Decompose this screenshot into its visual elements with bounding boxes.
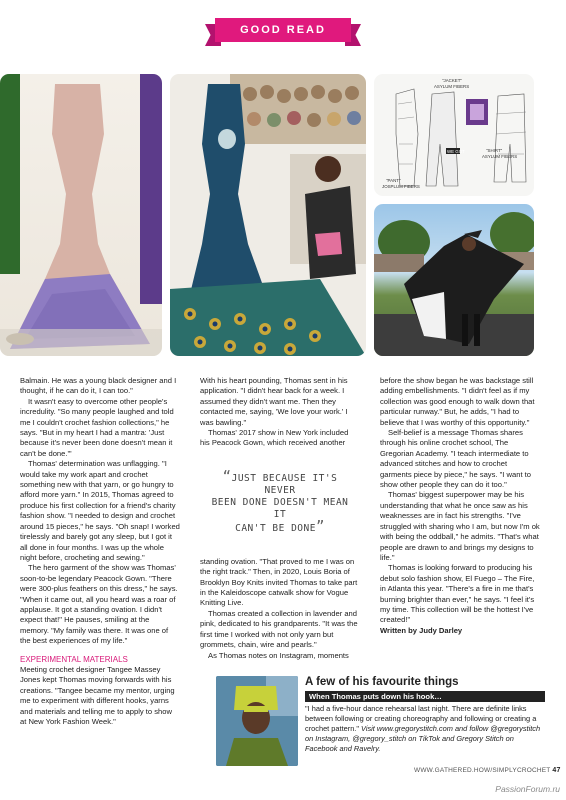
pull-quote-line-2: BEEN DONE DOESN'T MEAN IT [211, 496, 349, 520]
sketch-label-shirt: "SHIRT" [486, 148, 503, 153]
article-column-2 [200, 376, 360, 661]
watermark: PassionForum.ru [495, 784, 560, 794]
quote-mark-icon: “ [222, 468, 232, 485]
section-subhead: EXPERIMENTAL MATERIALS [20, 654, 128, 664]
paragraph: standing ovation. "That proved to me I was on the right track." Then, in 2020, Louis Boria of Brooklyn Boy Knits invited Thomas to take part in the Kaleidoscope catwalk show for Vogue Knitting Live. [200, 556, 358, 608]
article-column-1 [20, 376, 180, 727]
banner-label: GOOD READ [215, 18, 351, 42]
paragraph: It wasn't easy to overcome other people's incredulity. "So many people laughed and told me I couldn't crochet fashion collections," he says. "But in my heart I had a mantra: 'Just because it's never been done doesn't mean it can't be done.'" [20, 396, 174, 458]
page-number: 47 [552, 767, 561, 774]
photo-designer-portrait [216, 676, 298, 766]
favourites-links: Visit www.gregorystitch.com and follow @gregorystitch on Instagram, @gregory_stitch on TikTok and Gregory Stitch on Facebook and Ravelry. [305, 724, 541, 753]
sketch-label-pant: "PANT" [386, 178, 401, 183]
sketch-label-shirt-fiber: ASYLUM FIBERS [482, 154, 518, 159]
favourites-box [216, 676, 546, 768]
favourites-title: A few of his favourite things [305, 676, 459, 688]
paragraph: Thomas' biggest superpower may be his understanding that what he once saw as his weaknesses are in fact his strengths. "I've struggled with sharing who I am, but now I'm ok with being the oddball," he admits. "That's what people are drawn to and brings my designs to life." [380, 490, 540, 562]
paragraph: Meeting crochet designer Tangee Massey Jones kept Thomas moving forwards with his creations. "Tangee became my mentor, urging me to experiment with different hooks, yarns and materials and telling me to apply to show at New York Fashion Week." [20, 664, 175, 726]
sketch-label-logo: WE GOT [447, 149, 465, 154]
favourites-heading: When Thomas puts down his hook… [305, 691, 545, 702]
photo-crochet-dress [0, 74, 162, 356]
photo-peacock-gown [170, 74, 366, 356]
paragraph: Thomas is looking forward to producing his debut solo fashion show, El Fuego – The Fire, in Atlanta this year. "There's a fire in me that's burning brighter than ever," he says. "I feel it's my time. This collection will be the hottest I've created!" [380, 563, 535, 625]
pull-quote-line-1: JUST BECAUSE IT'S NEVER [231, 472, 338, 496]
paragraph: Thomas' determination was unflagging. "I would take my work apart and crochet something new with that yarn, or go hungry to afford more yarn." In 2015, Thomas agreed to produce his first collection for a friend's charity fashion show. "I needed to design and crochet around 15 pieces," he says. "Oh snap! I worked tirelessly and barely got any sleep, but I got it all done in four months. I was up the whole night before, crocheting and sewing." [20, 459, 180, 562]
paragraph: With his heart pounding, Thomas sent in his application. "I didn't hear back for a week. I assumed they didn't want me. Then they contacted me, saying, 'We love your work.' I was bawling." [200, 376, 348, 427]
paragraph: Thomas' 2017 show in New York included his Peacock Gown, which received another [200, 428, 349, 448]
quote-mark-icon: ” [315, 518, 325, 535]
paragraph: Thomas created a collection in lavender and pink, dedicated to his grandparents. "It was the first time I worked with not only yarn but grommets, chain, wire and pearls." [200, 608, 358, 650]
paragraph: As Thomas notes on Instagram, moments [208, 650, 349, 660]
favourites-body [305, 704, 545, 754]
pull-quote-line-3: CAN'T BE DONE [235, 522, 316, 534]
sketch-label-jacket: "JACKET" [442, 78, 462, 83]
favourites-quote: "I had a five-hour dance rehearsal last night. There are definite links between following or creating choreography and following or creating a crochet pattern." [305, 704, 537, 733]
photo-outdoor-shawl [374, 204, 534, 356]
paragraph: The hero garment of the show was Thomas' soon-to-be legendary Peacock Gown. "There were 300-plus feathers on this dress," he says. "When it came out, all you heard was a roar of applause. It got a standing ovation. I didn't expect that!" He pauses, smiling at the memory. "My family was there. It was one of the best experiences of my life." [20, 563, 178, 646]
paragraph: Self-belief is a message Thomas shares through his online crochet school, The Gregorian Academy. "I teach intermediate to advanced stitches and how to crochet garments piece by piece," he says. "I want to show other people they can do it too." [380, 428, 532, 490]
paragraph: before the show began he was backstage still adding embellishments. "I didn't feel as if my collection was good enough to walk down that particular runway." But, he adds, "I had to believe that I was worthy of this opportunity." [380, 376, 535, 427]
sketch-label-pant-fiber: JOSPLUM FIBERS [382, 184, 420, 189]
footer-url[interactable]: WWW.GATHERED.HOW/SIMPLYCROCHET [414, 767, 551, 774]
photo-design-sketch [374, 74, 534, 196]
paragraph: Balmain. He was a young black designer and I thought, if he can do it, I can too." [20, 376, 177, 396]
byline: Written by Judy Darley [380, 625, 463, 635]
sketch-label-jacket-fiber: ASYLUM FIBERS [434, 84, 470, 89]
section-banner [205, 18, 361, 46]
pull-quote [210, 468, 350, 535]
footer [414, 767, 561, 774]
article-column-3 [380, 376, 540, 636]
